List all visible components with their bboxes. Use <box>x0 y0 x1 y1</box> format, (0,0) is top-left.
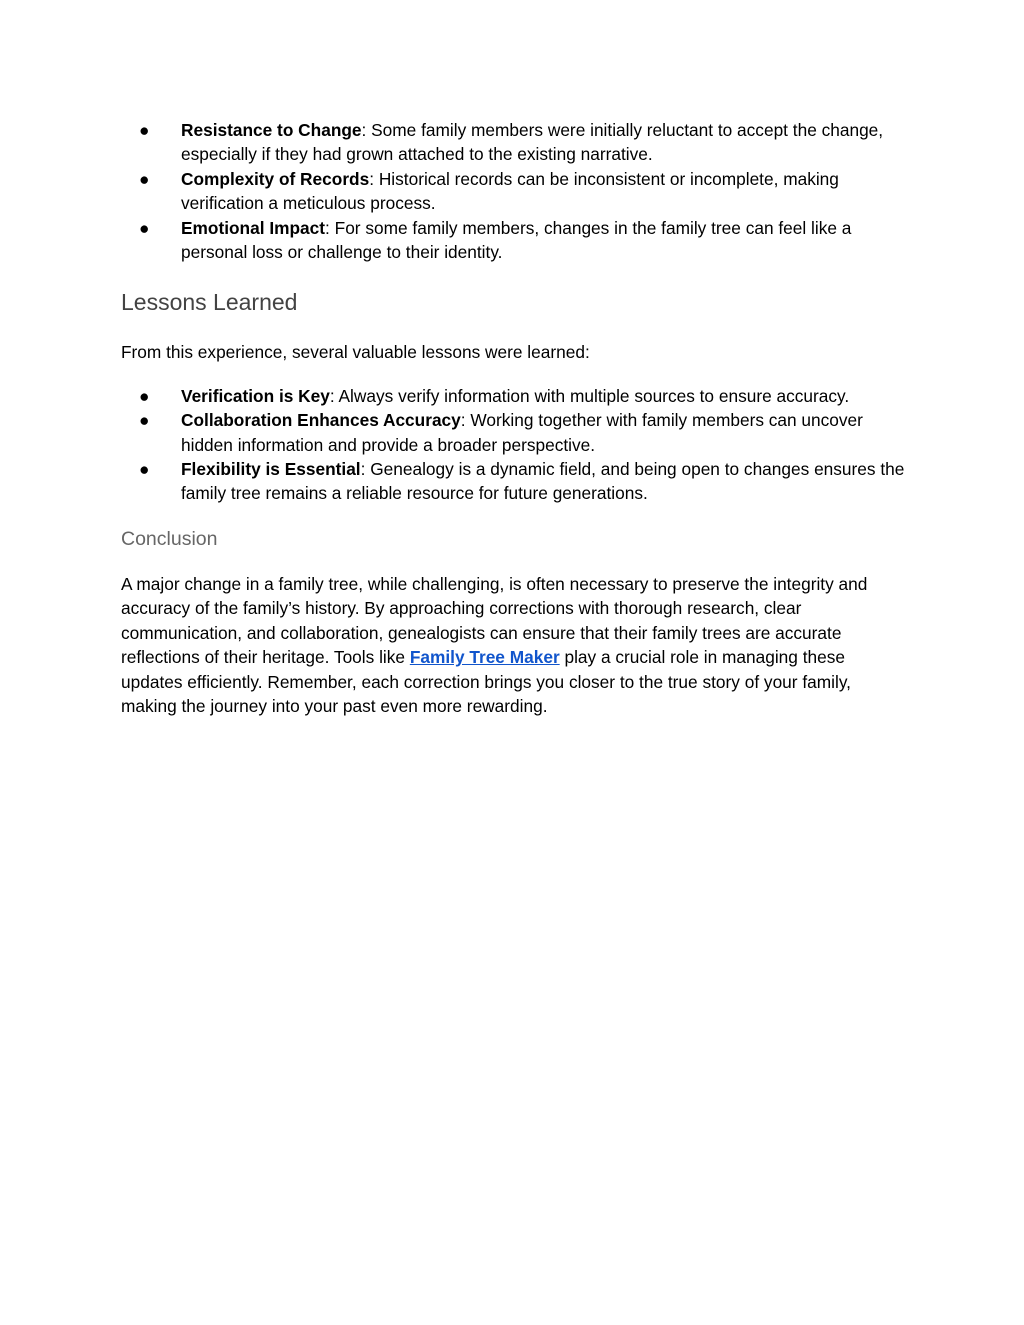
list-item <box>121 408 911 457</box>
bullet-icon: ● <box>139 168 150 189</box>
list-item-term: Flexibility is Essential <box>181 459 361 480</box>
lessons-heading: Lessons Learned <box>121 289 298 316</box>
conclusion-text-end: play a crucial role in managing these updates efficiently. Remember, each correction brings you closer to the true story of your family, making the journey into your past even more rewarding. <box>121 647 851 716</box>
family-tree-maker-link[interactable]: Family Tree Maker <box>409 647 560 668</box>
list-item-text: : For some family members, changes in the family tree can feel like a personal loss or challenge to their identity. <box>181 217 852 263</box>
conclusion-paragraph <box>121 572 911 718</box>
bullet-icon: ● <box>139 120 150 140</box>
bullet-icon: ● <box>139 459 150 480</box>
list-item-text: : Working together with family members can uncover hidden information and provide a broader perspective. <box>181 410 863 455</box>
lessons-intro: From this experience, several valuable lessons were learned: <box>121 342 590 363</box>
list-item <box>121 167 911 216</box>
bullet-icon: ● <box>139 385 150 406</box>
list-item <box>121 118 911 167</box>
list-item-text: : Some family members were initially reluctant to accept the change, especially if they had grown attached to the existing narrative. <box>181 120 884 165</box>
list-item <box>121 216 911 265</box>
list-item-text: : Historical records can be inconsistent or incomplete, making verification a meticulous process. <box>181 168 839 214</box>
list-item-term: Complexity of Records <box>181 168 370 189</box>
list-item-term: Verification is Key <box>181 385 330 406</box>
document-page <box>121 118 911 718</box>
lessons-list <box>121 384 911 506</box>
bullet-icon: ● <box>139 217 150 238</box>
list-item-text: : Always verify information with multiple sources to ensure accuracy. <box>329 385 850 406</box>
list-item <box>121 384 911 408</box>
list-item-text: : Genealogy is a dynamic field, and being open to changes ensures the family tree remains a reliable resource for future generations. <box>181 459 905 504</box>
list-item-term: Resistance to Change <box>181 120 362 140</box>
challenges-list <box>121 118 911 264</box>
list-item-term: Emotional Impact <box>181 217 326 238</box>
bullet-icon: ● <box>139 410 150 431</box>
conclusion-heading: Conclusion <box>121 527 218 550</box>
list-item-term: Collaboration Enhances Accuracy <box>181 410 461 431</box>
conclusion-text-start: A major change in a family tree, while challenging, is often necessary to preserve the integrity and accuracy of the family’s history. By approaching corrections with thorough research, clear communication, and collaboration, genealogists can ensure that their family trees are accurate reflections of their heritage. Tools like <box>121 573 868 668</box>
list-item <box>121 457 911 506</box>
